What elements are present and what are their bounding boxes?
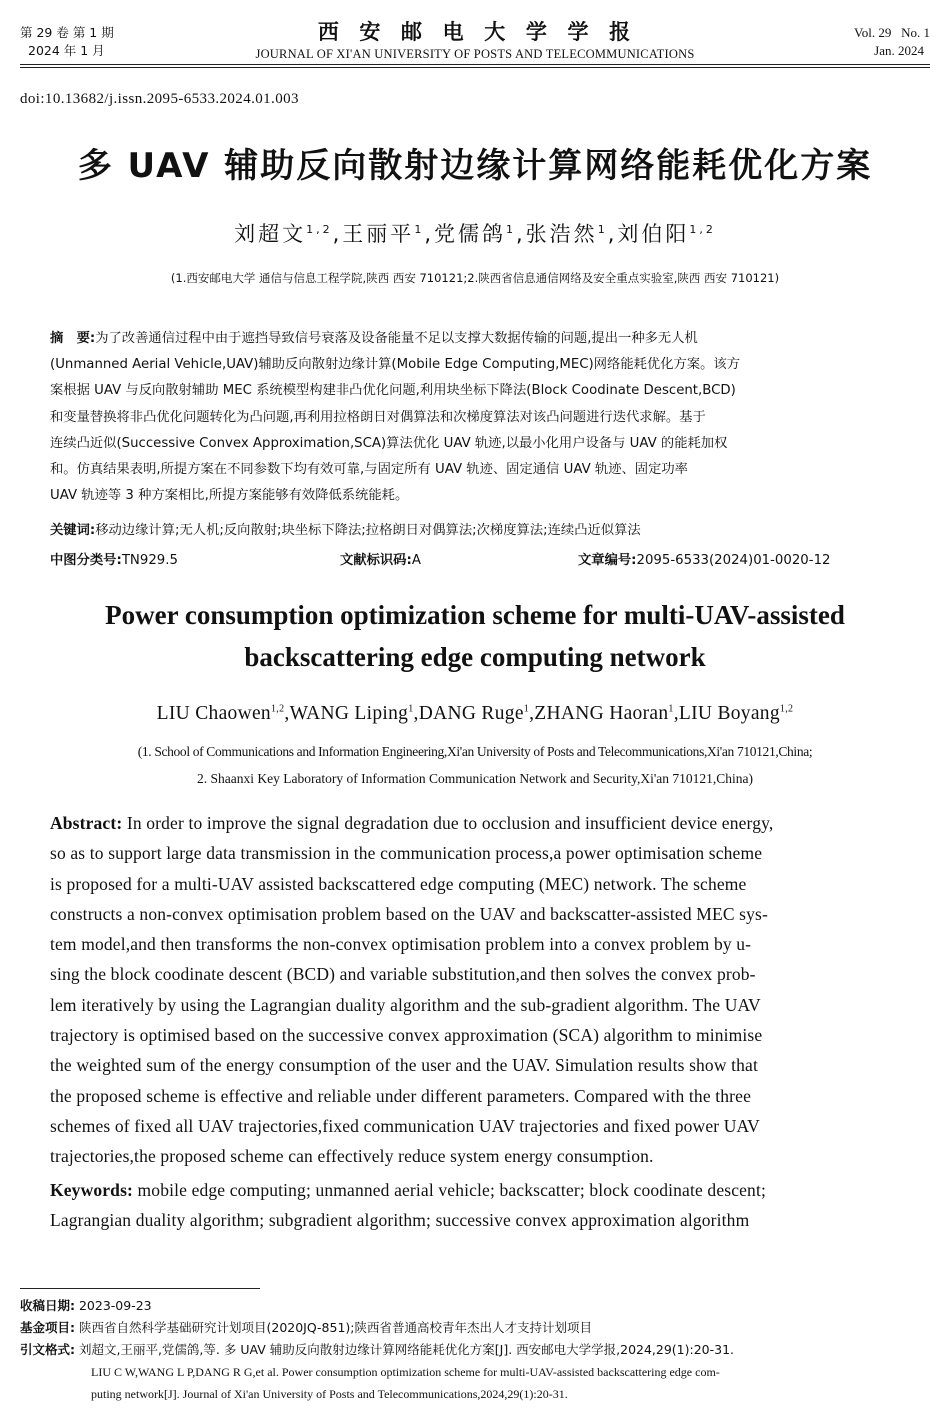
title-en-line: Power consumption optimization scheme for multi-UAV-assisted xyxy=(105,600,845,630)
journal-masthead xyxy=(170,16,780,62)
doi[interactable]: doi:10.13682/j.issn.2095-6533.2024.01.003 xyxy=(20,91,299,107)
affiliation-en xyxy=(0,738,950,792)
citation-line: puting network[J]. Journal of Xi'an University of Posts and Telecommunications,2024,29(1):20-31. xyxy=(91,1387,568,1401)
abstract-cn-line: 案根据 UAV 与反向散射辅助 MEC 系统模型构建非凸优化问题,利用块坐标下降法(Block Coodinate Descent,BCD) xyxy=(50,383,736,399)
abstract-cn-line: 为了改善通信过程中由于遮挡导致信号衰落及设备能量不足以支撑大数据传输的问题,提出一种多无人机 xyxy=(95,331,698,346)
abstract-cn xyxy=(50,326,905,509)
journal-name-en: JOURNAL OF XI'AN UNIVERSITY OF POSTS AND TELECOMMUNICATIONS xyxy=(255,47,695,61)
abstract-cn-line: 和。仿真结果表明,所提方案在不同参数下均有效可靠,与固定所有 UAV 轨迹、固定通信 UAV 轨迹、固定功率 xyxy=(50,462,688,478)
classification-row xyxy=(50,549,910,569)
journal-name-cn: 西 安 邮 电 大 学 学 报 xyxy=(317,20,633,44)
abstract-en-label: Abstract: xyxy=(50,813,123,833)
article-number: 文章编号:2095-6533(2024)01-0020-12 xyxy=(578,553,831,568)
abstract-cn-label: 摘 要: xyxy=(50,331,96,346)
keywords-en-line: Lagrangian duality algorithm; subgradient algorithm; successive convex approximation algorithm xyxy=(50,1210,750,1231)
keywords-cn xyxy=(50,519,910,538)
abstract-en-line: the proposed scheme is effective and reliable under different parameters. Compared with the three xyxy=(50,1085,751,1106)
abstract-en-line: trajectory is optimised based on the successive convex approximation (SCA) algorithm to minimise xyxy=(50,1025,763,1046)
title-en-line: backscattering edge computing network xyxy=(244,642,706,672)
date-cn: 2024 年 1 月 xyxy=(28,43,105,58)
affiliation-en-line: (1. School of Communications and Information Engineering,Xi'an University of Posts and Telecommunications,Xi'an 710121,China; xyxy=(137,744,813,759)
affiliation-cn: (1.西安邮电大学 通信与信息工程学院,陕西 西安 710121;2.陕西省信息通信网络及安全重点实验室,陕西 西安 710121) xyxy=(170,271,780,285)
keywords-cn-label: 关键词: xyxy=(50,523,96,538)
title-en xyxy=(0,594,950,678)
keywords-en-line: mobile edge computing; unmanned aerial vehicle; backscatter; block coodinate descent; xyxy=(137,1180,766,1200)
title-cn: 多 UAV 辅助反向散射边缘计算网络能耗优化方案 xyxy=(77,146,873,186)
abstract-en xyxy=(50,808,905,1172)
abstract-en-line: is proposed for a multi-UAV assisted backscattered edge computing (MEC) network. The scheme xyxy=(50,873,747,894)
abstract-en-line: In order to improve the signal degradation due to occlusion and insufficient device energy, xyxy=(126,813,774,833)
fund-project: 基金项目: 陕西省自然科学基础研究计划项目(2020JQ-851);陕西省普通高校青年杰出人才支持计划项目 xyxy=(20,1320,593,1335)
abstract-cn-line: (Unmanned Aerial Vehicle,UAV)辅助反向散射边缘计算(Mobile Edge Computing,MEC)网络能耗优化方案。该方 xyxy=(50,357,741,373)
volume-issue-cn: 第 29 卷 第 1 期 xyxy=(20,25,114,40)
volume-issue-en: Vol. 29 No. 1 xyxy=(854,25,930,40)
authors-cn: 刘超文$^{1,2}$,王丽平$^1$,党儒鸽$^1$,张浩然$^1$,刘伯阳$^{1,2}$ xyxy=(234,222,716,246)
abstract-cn-line: 和变量替换将非凸优化问题转化为凸问题,再利用拉格朗日对偶算法和次梯度算法对该凸问题进行迭代求解。基于 xyxy=(50,409,706,425)
abstract-en-line: constructs a non-convex optimisation problem based on the UAV and backscatter-assisted MEC sys- xyxy=(50,903,768,924)
header-rule xyxy=(20,64,930,65)
citation-line: LIU C W,WANG L P,DANG R G,et al. Power consumption optimization scheme for multi-UAV-assisted backscattering edge com- xyxy=(91,1365,720,1379)
abstract-en-line: so as to support large data transmission in the communication process,a power optimisation scheme xyxy=(50,843,763,864)
issue-info-en xyxy=(790,24,930,60)
received-date: 收稿日期: 2023-09-23 xyxy=(20,1298,152,1313)
abstract-en-line: tem model,and then transforms the non-convex optimisation problem into a convex problem by u- xyxy=(50,934,752,955)
keywords-en xyxy=(50,1175,905,1236)
authors-en: LIU Chaowen$^{1,2}$,WANG Liping$^1$,DANG Ruge$^1$,ZHANG Haoran$^1$,LIU Boyang$^{1,2}$ xyxy=(156,703,794,724)
document-code: 文献标识码:A xyxy=(340,553,421,568)
keywords-en-label: Keywords: xyxy=(50,1180,134,1200)
abstract-cn-line: 连续凸近似(Successive Convex Approximation,SCA)算法优化 UAV 轨迹,以最小化用户设备与 UAV 的能耗加权 xyxy=(50,435,728,451)
keywords-cn-text: 移动边缘计算;无人机;反向散射;块坐标下降法;拉格朗日对偶算法;次梯度算法;连续凸近似算法 xyxy=(95,523,641,538)
date-en: Jan. 2024 xyxy=(874,43,924,58)
abstract-en-line: schemes of fixed all UAV trajectories,fixed communication UAV trajectories and fixed power UAV xyxy=(50,1115,760,1136)
abstract-en-line: the weighted sum of the energy consumption of the user and the UAV. Simulation results show that xyxy=(50,1055,758,1076)
issue-info-cn xyxy=(20,24,170,60)
abstract-cn-line: UAV 轨迹等 3 种方案相比,所提方案能够有效降低系统能耗。 xyxy=(50,488,409,504)
abstract-en-line: sing the block coodinate descent (BCD) and variable substitution,and then solves the convex prob- xyxy=(50,964,756,985)
footnotes xyxy=(20,1295,935,1405)
citation-format: 引文格式: 刘超文,王丽平,党儒鸽,等. 多 UAV 辅助反向散射边缘计算网络能耗优化方案[J]. 西安邮电大学学报,2024,29(1):20-31. xyxy=(20,1342,735,1357)
header-rule-second xyxy=(20,67,930,68)
abstract-en-line: lem iteratively by using the Lagrangian duality algorithm and the sub-gradient algorithm. The UAV xyxy=(50,994,761,1015)
clc-number: 中图分类号:TN929.5 xyxy=(50,553,178,568)
affiliation-en-line: 2. Shaanxi Key Laboratory of Information Communication Network and Security,Xi'an 710121,China) xyxy=(196,771,754,786)
abstract-en-line: trajectories,the proposed scheme can effectively reduce system energy consumption. xyxy=(50,1146,654,1167)
footnote-rule xyxy=(20,1288,260,1289)
